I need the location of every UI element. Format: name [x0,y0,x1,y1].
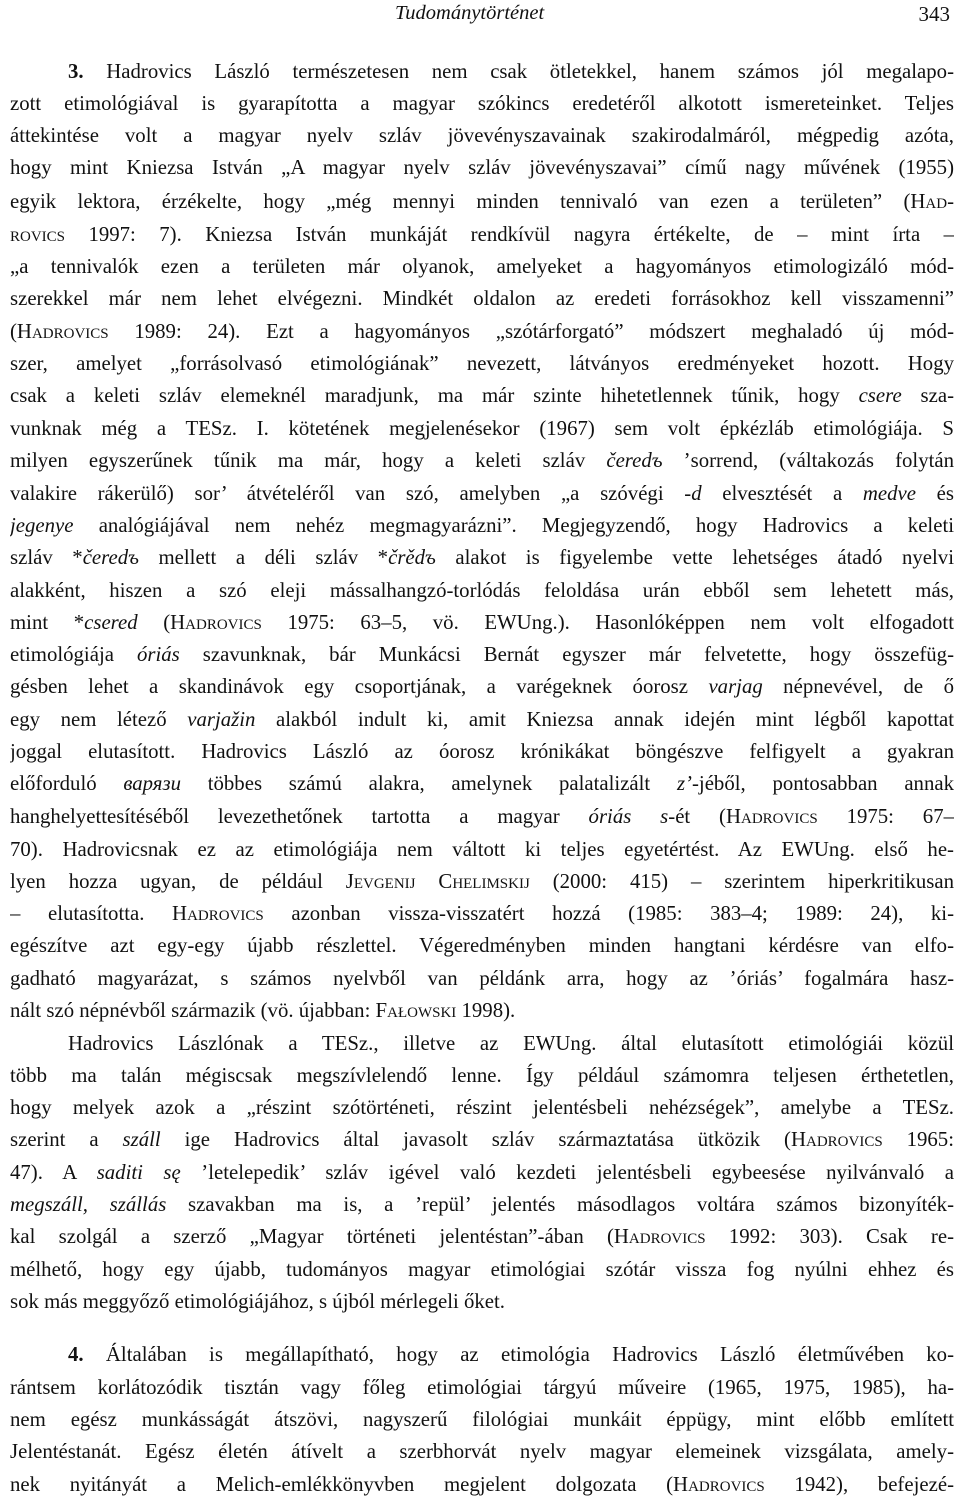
text-line [10,1436,954,1467]
text-segment: ’letelepedik’ szláv igével való kezdeti jelentésbeli egybeesése nyilvánvaló a [180,1161,954,1184]
italic-term: saditi sę [96,1161,181,1184]
text-line [10,898,954,929]
text-segment: szavunknak, bár Munkácsi Bernát egyszer már felvetette, hogy összefüg- [179,643,954,666]
text-line [10,607,954,638]
text-segment: Hadrovics Lászlónak a TESz., illetve az EWUng. által elutasított etimológiái közül [68,1032,954,1055]
italic-term: csered [84,611,138,634]
text-line [10,736,954,767]
text-line [10,152,954,183]
author-name-smallcaps: rovics [10,223,66,246]
text-segment: (H [10,320,32,343]
italic-term: óriás s [588,805,669,828]
text-segment: valakire rákerülő) sor’ átvételéről van szó, amelyben „a szóvégi [10,482,685,505]
text-segment: előforduló [10,772,124,795]
italic-term: jegenye [10,514,74,537]
text-segment: csak a keleti szláv elemeknél maradjunk, ma már szinte hihetetlennek tűnik, hogy [10,384,859,407]
text-line [10,445,954,476]
text-segment: 1975: 67– [817,805,954,828]
text-segment: Jelentéstanát. Egész életén átívelt a szerbhorvát nyelv magyar elemeinek vizsgálata, amely- [10,1440,954,1463]
text-segment: „a tennivalók ezen a területen már olyanok, amelyeket a hagyományos etimologizáló mód- [10,255,954,278]
text-segment: szer, amelyet „forrásolvasó etimológiának” nevezett, látványos eredményeket hozott. Hogy [10,352,954,375]
text-line [10,478,954,509]
text-segment: – elutasította. H [10,902,188,925]
running-title: Tudománytörténet [395,2,545,24]
italic-term: čeredъ [82,546,139,569]
text-segment: 1992: 303). Csak re- [705,1225,954,1248]
text-line [10,1092,954,1123]
text-segment: nek nyitányát a Melich-emlékkönyvben megjelent dolgozata (H [10,1473,689,1496]
text-line [10,283,954,314]
text-line [10,251,954,282]
text-line [10,866,954,897]
text-segment: 1997: 7). Kniezsa István munkáját rendkívül nagyra értékelte, de – mint írta – [65,223,954,246]
text-segment: milyen egyszerűnek tűnik ma már, hogy a keleti szláv [10,449,607,472]
italic-term: варязи [123,772,181,795]
text-segment: zott etimológiával is gyarapította a magyar szókincs eredetéről alkotott ismereteinket. Teljes [10,92,954,115]
text-segment: egyik lektora, érzékelte, hogy „még mennyi minden tennivaló van ezen a területen” (H [10,190,926,213]
italic-term: óriás [136,643,180,666]
text-line [10,186,954,217]
text-segment: hogy melyek azok a „részint szótörténeti, részint jelentésbeli nehézségek”, amelybe a TESz. [10,1096,954,1119]
text-line [10,1286,954,1317]
page-number: 343 [918,2,950,26]
text-segment: több ma talán mégiscsak megszívlelendő lenne. Így például számomra teljesen érthetetlen, [10,1064,954,1087]
text-line [10,380,954,411]
text-line [10,671,954,702]
text-segment: -jéből, pontosabban annak [692,772,954,795]
text-segment: áttekintése volt a magyar nyelv szláv jövevényszavainak szakirodalmáról, mégpedig azóta, [10,124,954,147]
author-name-smallcaps: ad- [925,190,954,213]
text-segment: sza- [901,384,954,407]
italic-term: megszáll, szállás [10,1193,167,1216]
author-name-smallcaps: helimskij [452,870,530,893]
text-segment: alakként, hiszen a szó eleji mássalhangzó-torlódás feloldása urán ebből sem lehetett más, [10,579,954,602]
author-name-smallcaps: ałowski [387,999,457,1022]
page-header [10,2,954,34]
text-segment: ’sorrend, (váltakozás folytán [662,449,954,472]
text-segment: szerekkel már nem lehet elvégezni. Mindkét oldalon az eredeti forrásokhoz kell visszamenni” [10,287,954,310]
text-line [10,542,954,573]
author-name-smallcaps: adrovics [628,1225,706,1248]
text-segment: C [415,870,453,893]
text-segment: 70). Hadrovicsnak ez az etimológiája nem váltott ki teljes egyetértést. Az EWUng. első he- [10,838,954,861]
text-segment: 1942), befejezé- [764,1473,954,1496]
text-segment: 1975: 63–5, vö. EWUng.). Hasonlóképpen nem volt elfogadott [261,611,954,634]
text-segment: (2000: 415) – szerintem hiperkritikusan [529,870,954,893]
text-line [10,1372,954,1403]
text-segment: 47). A [10,1161,97,1184]
italic-term: csere [858,384,902,407]
text-segment: sok más meggyőző etimológiájához, s újból mérlegeli őket. [10,1290,505,1313]
author-name-smallcaps: adrovics [31,320,109,343]
section-number: 4. [68,1343,84,1366]
text-line [10,1469,954,1500]
text-line [10,1157,954,1188]
text-segment: joggal elutasított. Hadrovics László az óorosz krónikákat böngészve felfigyelt a gyakran [10,740,954,763]
italic-term: -d [684,482,702,505]
text-segment: Általában is megállapítható, hogy az etimológia Hadrovics László életművében ko- [83,1343,954,1366]
text-segment: 1965: [882,1128,954,1151]
text-segment: lyen hozza ugyan, de például J [10,870,354,893]
text-line [10,834,954,865]
text-segment: etimológiája [10,643,137,666]
italic-term: száll [122,1128,161,1151]
italic-term: z’ [676,772,692,795]
text-line [10,219,954,250]
italic-term: črědъ [388,546,436,569]
text-line [10,575,954,606]
text-line [10,510,954,541]
text-line [10,1060,954,1091]
text-segment: vunknak még a TESz. I. kötetének megjelenésekor (1967) sem volt épkézláb etimológiája. S [10,417,954,440]
text-segment: mélhető, hogy egy újabb, tudományos magyar etimológiai szótár vissza fog nyúlni ehhez és [10,1258,954,1281]
italic-term: varjažin [187,708,256,731]
text-line [10,1254,954,1285]
text-segment: mellett a déli szláv * [138,546,389,569]
text-segment: szerint a [10,1128,123,1151]
text-segment: alakból indult ki, amit Kniezsa annak idején mint légből kapottat [255,708,954,731]
text-segment: szláv * [10,546,83,569]
text-segment: rántsem korlátozódik tisztán vagy főleg etimológiai tárgyú műveire (1965, 1975, 1985), ha- [10,1376,954,1399]
text-segment: népnevével, de ő [762,675,954,698]
journal-page [10,0,954,1496]
text-segment: egészítve azt egy-egy újabb részlettel. Végeredményben minden hangtani kérdésre van elfo- [10,934,954,957]
text-line [10,704,954,735]
text-line [10,1221,954,1252]
text-segment: nem egész munkásságát átszövi, nagyszerű filológiai munkáit éppügy, mint előbb említett [10,1408,954,1431]
section-number: 3. [68,60,84,83]
author-name-smallcaps: adrovics [741,805,818,828]
text-line [10,639,954,670]
author-name-smallcaps: adrovics [806,1128,883,1151]
text-segment: azonban vissza-visszatért hozzá (1985: 383–4; 1989: 24), ki- [263,902,954,925]
text-line [10,316,954,347]
text-segment: alakot is figyelembe vette lehetséges átadó nyelvi [435,546,954,569]
text-segment: 1989: 24). Ezt a hagyományos „szótárforgató” módszert meghaladó új mód- [108,320,954,343]
italic-term: čeredъ [606,449,663,472]
text-line [10,1028,954,1059]
text-segment: hogy mint Kniezsa István „A magyar nyelv szláv jövevényszavai” című nagy művének (1955) [10,156,954,179]
text-line [10,1124,954,1155]
text-segment: gésben lehet a skandinávok egy csoportjának, a varégeknek óorosz [10,675,709,698]
author-name-smallcaps: adrovics [688,1473,765,1496]
italic-term: varjag [708,675,763,698]
author-name-smallcaps: adrovics [187,902,264,925]
text-line [10,930,954,961]
text-segment: mint * [10,611,85,634]
text-line [10,995,954,1026]
author-name-smallcaps: evgenij [353,870,416,893]
text-line [10,963,954,994]
text-line [10,1339,954,1370]
text-segment: hanghelyettesítéséből levezethetőnek tartotta a magyar [10,805,589,828]
text-line [10,120,954,151]
text-line [10,801,954,832]
text-segment: Hadrovics László természetesen nem csak ötletekkel, hanem számos jól megalapo- [83,60,954,83]
text-segment: 1998). [456,999,516,1022]
text-segment: gadható magyarázat, s számos nyelvből van példánk arra, hogy az ’óriás’ fogalmára hasz- [10,967,954,990]
text-segment: egy nem létező [10,708,188,731]
text-segment: szavakban ma is, a ’repül’ jelentés másodlagos voltára számos bizonyíték- [166,1193,954,1216]
text-line [10,348,954,379]
text-line [10,413,954,444]
italic-term: medve [862,482,916,505]
text-line [10,88,954,119]
author-name-smallcaps: adrovics [185,611,262,634]
text-line [10,56,954,87]
text-segment: elvesztését a [701,482,863,505]
text-segment: és [916,482,954,505]
text-segment: ige Hadrovics által javasolt szláv származtatása ütközik (H [160,1128,806,1151]
text-segment: kal szolgál a szerző „Magyar történeti jelentéstan”-ában (H [10,1225,629,1248]
text-segment: -ét (H [668,805,742,828]
text-line [10,1189,954,1220]
text-line [10,768,954,799]
text-segment: (H [137,611,186,634]
text-line [10,1404,954,1435]
text-segment: analógiájával nem nehéz megmagyarázni”. Megjegyzendő, hogy Hadrovics a keleti [73,514,954,537]
text-segment: nált szó népnévből származik (vö. újabban: F [10,999,388,1022]
text-segment: többes számú alakra, amelynek palatalizált [180,772,677,795]
